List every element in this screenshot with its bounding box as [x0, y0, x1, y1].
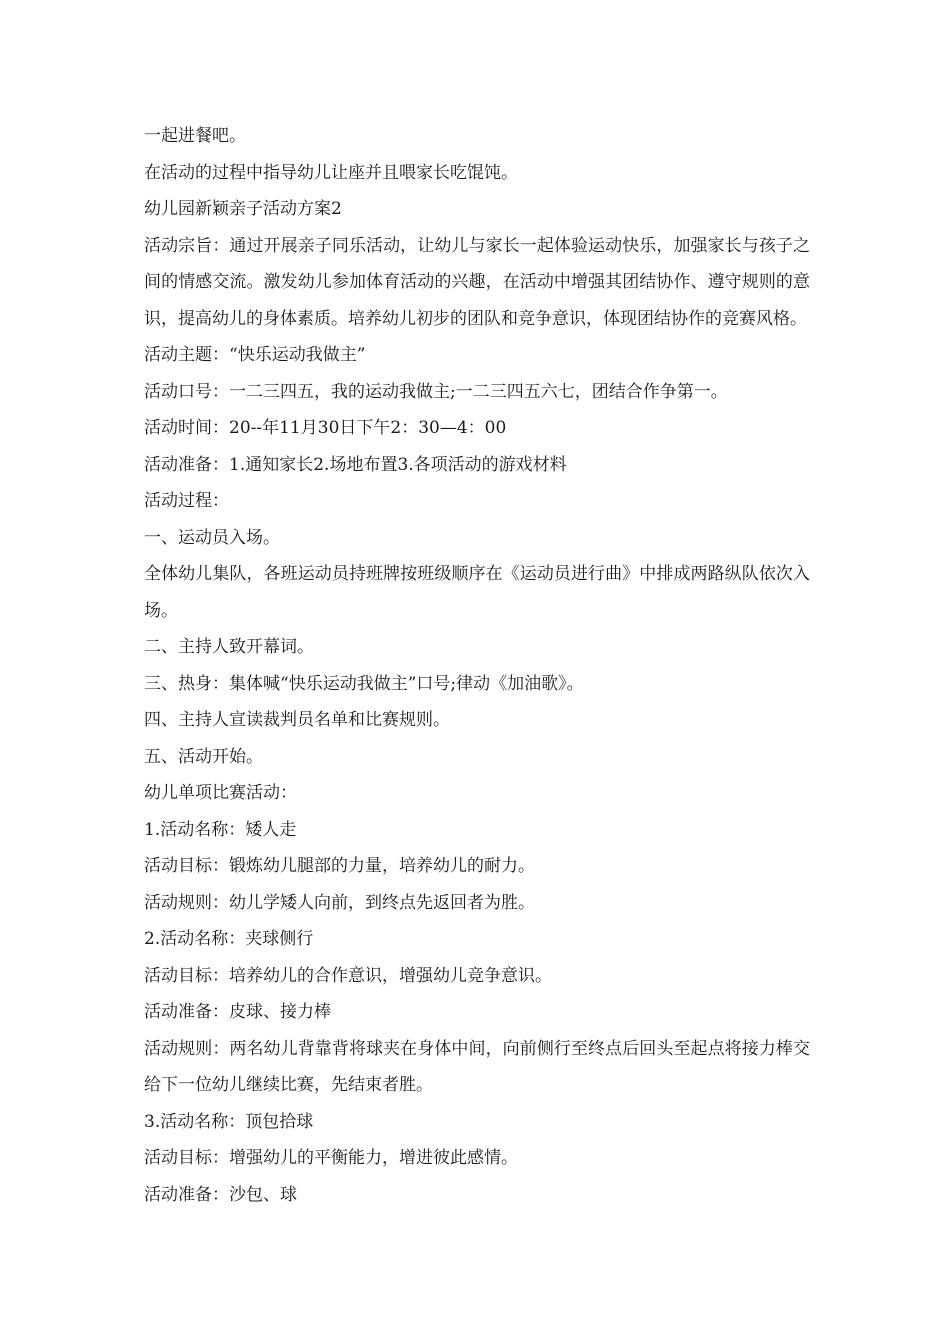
paragraph: 1.活动名称：矮人走 — [144, 819, 297, 840]
paragraph: 二、主持人致开幕词。 — [144, 637, 314, 657]
paragraph: 三、热身：集体喊“快乐运动我做主”口号;律动《加油歌》。 — [144, 673, 584, 694]
paragraph: 活动目标：培养幼儿的合作意识，增强幼儿竞争意识。 — [144, 965, 552, 986]
paragraph: 活动规则：两名幼儿背靠背将球夹在身体中间，向前侧行至终点后回头至起点将接力棒交给下一位幼儿继续比赛，先结束者胜。 — [144, 1038, 810, 1095]
paragraph: 活动目标：增强幼儿的平衡能力，增进彼此感情。 — [144, 1148, 518, 1168]
paragraph: 在活动的过程中指导幼儿让座并且喂家长吃馄饨。 — [144, 162, 518, 183]
paragraph: 活动目标：锻炼幼儿腿部的力量，培养幼儿的耐力。 — [144, 856, 535, 876]
section-title: 幼儿园新颖亲子活动方案2 — [144, 199, 342, 219]
paragraph: 3.活动名称：顶包拾球 — [144, 1111, 314, 1132]
paragraph: 幼儿单项比赛活动： — [144, 783, 297, 803]
paragraph: 活动宗旨：通过开展亲子同乐活动，让幼儿与家长一起体验运动快乐，加强家长与孩子之间的情感交流。激发幼儿参加体育活动的兴趣，在活动中增强其团结协作、遵守规则的意识，提高幼儿的身体素质。培养幼儿初步的团队和竞争意识，体现团结协作的竞赛风格。 — [144, 235, 810, 329]
paragraph: 一起进餐吧。 — [144, 126, 246, 146]
paragraph: 2.活动名称：夹球侧行 — [144, 929, 314, 949]
paragraph: 活动准备：皮球、接力棒 — [144, 1002, 331, 1022]
paragraph: 活动规则：幼儿学矮人向前，到终点先返回者为胜。 — [144, 892, 535, 913]
paragraph: 活动准备：1.通知家长2.场地布置3.各项活动的游戏材料 — [144, 454, 567, 475]
paragraph: 五、活动开始。 — [144, 746, 263, 767]
paragraph: 活动准备：沙包、球 — [144, 1184, 297, 1205]
paragraph: 活动主题：“快乐运动我做主” — [144, 345, 366, 365]
document-page — [144, 118, 810, 1213]
paragraph: 全体幼儿集队，各班运动员持班牌按班级顺序在《运动员进行曲》中排成两路纵队依次入场。 — [144, 564, 810, 621]
paragraph: 活动口号：一二三四五，我的运动我做主;一二三四五六七，团结合作争第一。 — [144, 381, 728, 402]
paragraph: 活动时间：20--年11月30日下午2：30—4：00 — [144, 418, 507, 438]
paragraph: 一、运动员入场。 — [144, 527, 280, 548]
paragraph: 四、主持人宣读裁判员名单和比赛规则。 — [144, 710, 450, 730]
paragraph: 活动过程： — [144, 491, 229, 511]
